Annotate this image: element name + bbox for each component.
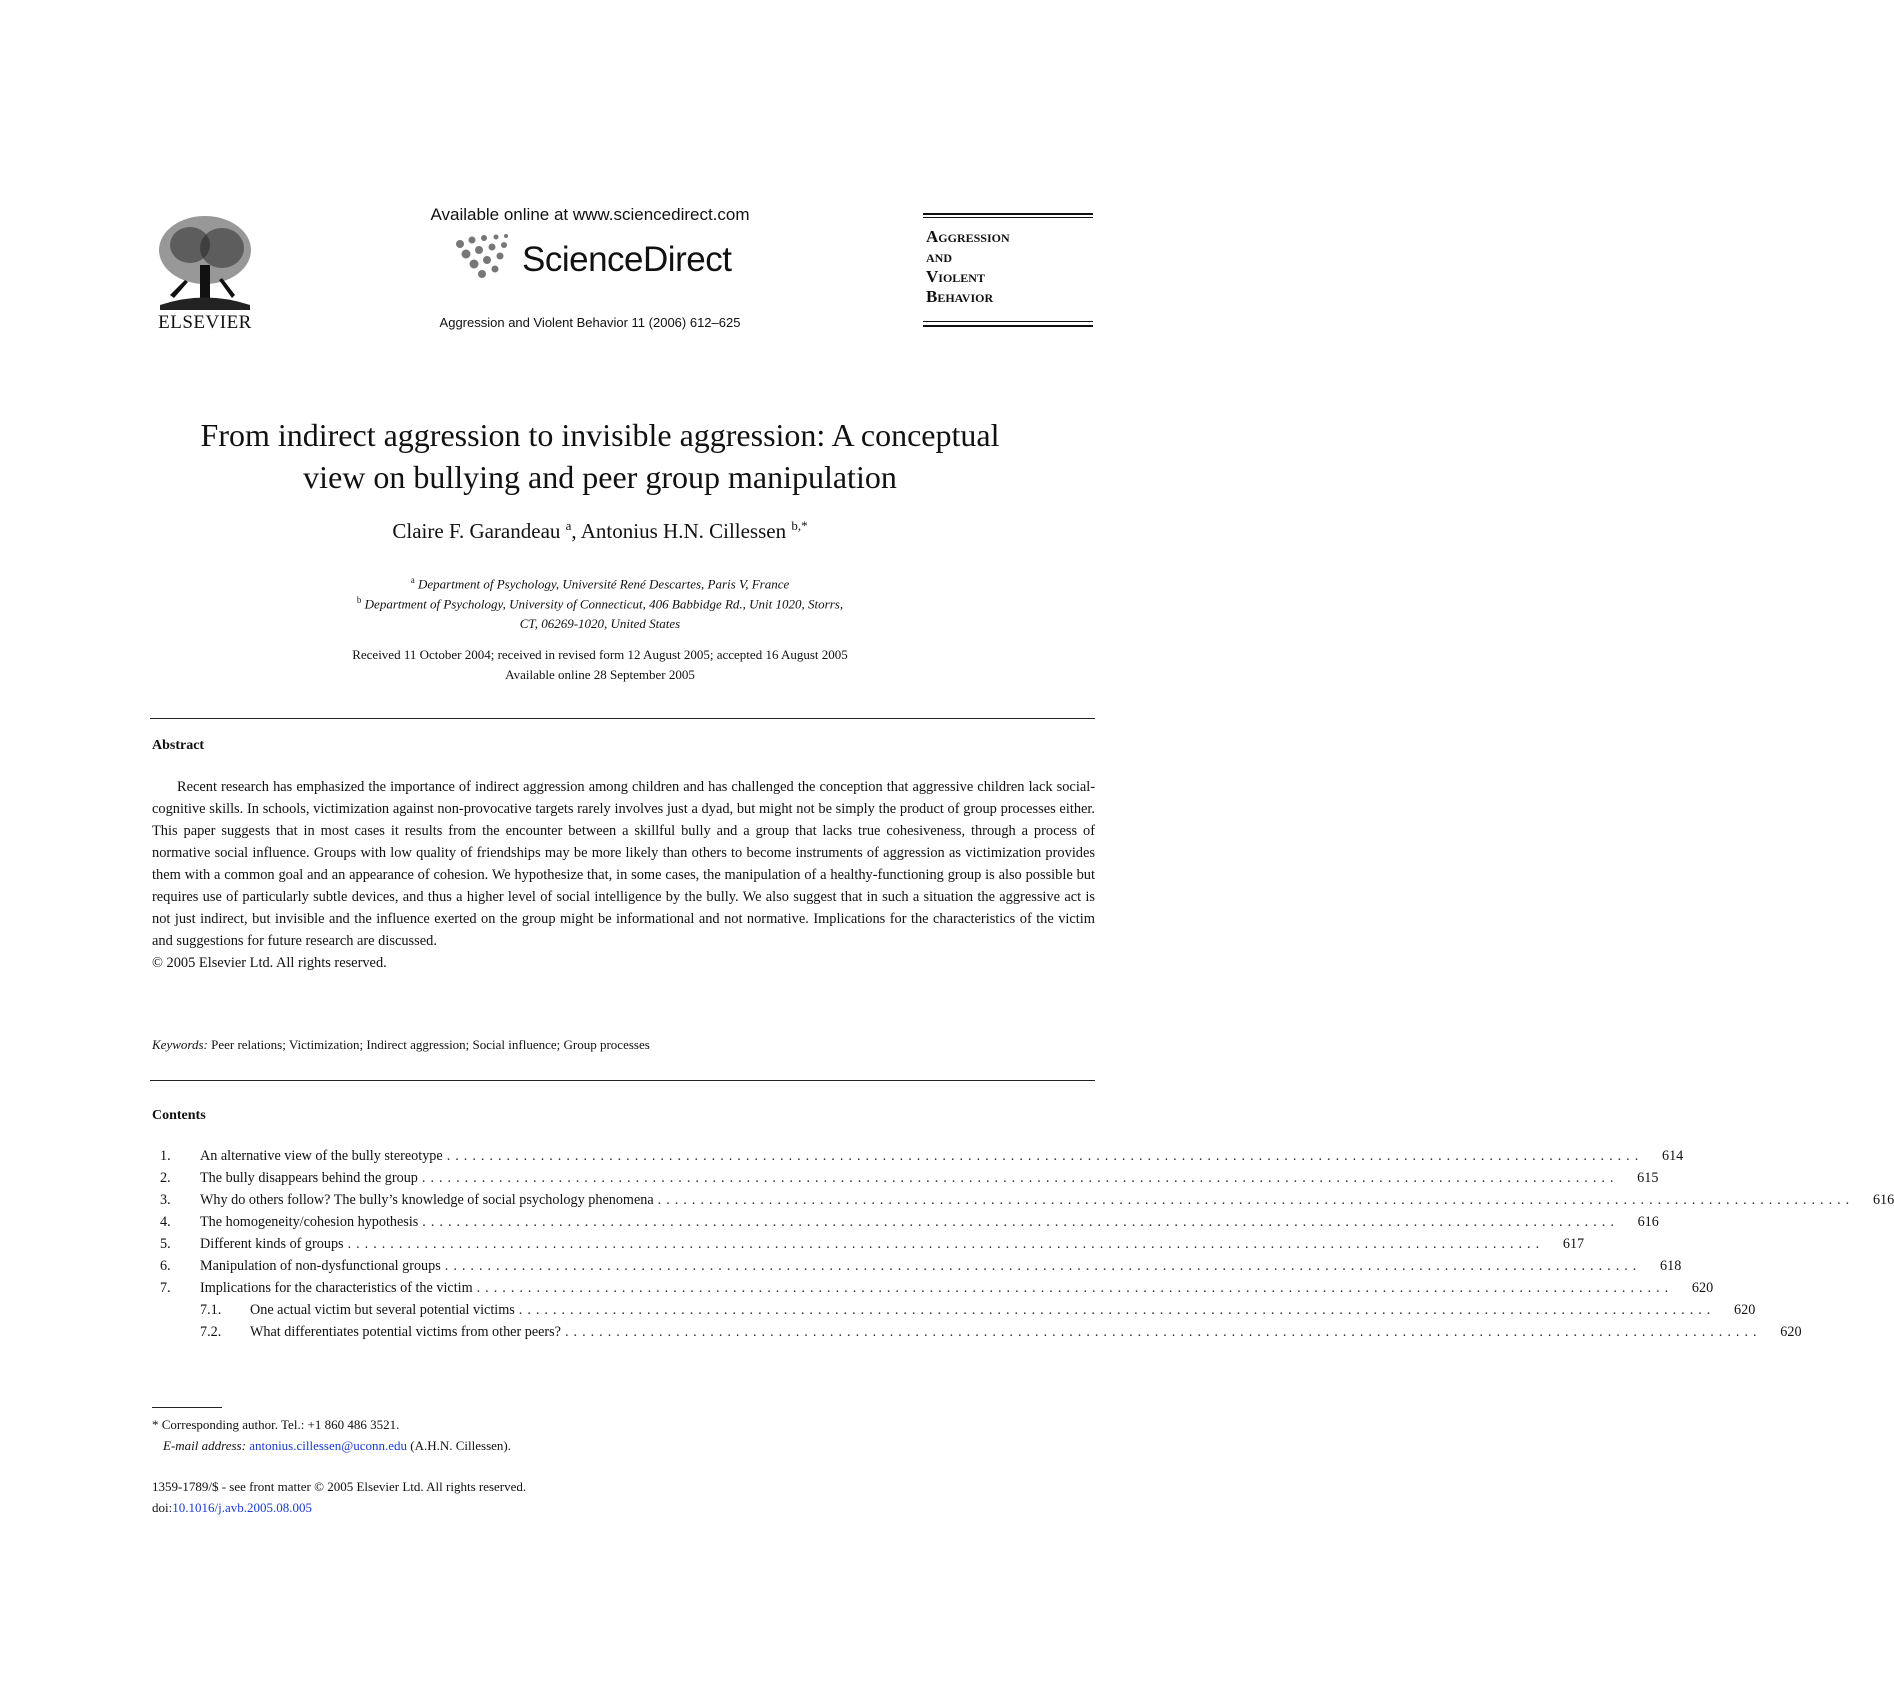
toc-entry[interactable] <box>160 1148 1684 1170</box>
toc-title: The homogeneity/cohesion hypothesis <box>200 1214 419 1230</box>
toc-title: An alternative view of the bully stereotype <box>200 1148 443 1164</box>
toc-leader: ............................................................................................................................................ <box>422 1214 1619 1230</box>
footnote-rule <box>152 1407 222 1408</box>
sciencedirect-wordmark: ScienceDirect <box>522 240 732 279</box>
contents-heading: Contents <box>152 1108 206 1123</box>
abstract-body <box>152 776 1095 974</box>
journal-logo-text <box>926 227 1010 307</box>
doi-link[interactable]: 10.1016/j.avb.2005.08.005 <box>172 1500 312 1515</box>
toc-title: Different kinds of groups <box>200 1236 344 1252</box>
toc-entry[interactable] <box>160 1280 1714 1302</box>
journal-logo-bottom-rule-thin <box>923 321 1093 322</box>
article-title <box>100 414 1100 498</box>
toc-number: 7.1. <box>200 1302 222 1318</box>
toc-entry[interactable] <box>160 1236 1585 1258</box>
affiliation-marker[interactable]: a <box>565 518 572 533</box>
toc-leader: ............................................................................................................................................ <box>444 1258 1642 1274</box>
toc-page: 620 <box>1734 1302 1756 1318</box>
footnote <box>152 1414 1052 1456</box>
toc-subentry[interactable] <box>160 1302 1756 1324</box>
toc-leader: ............................................................................................................................................ <box>446 1148 1644 1164</box>
journal-logo-line: and <box>926 247 952 266</box>
journal-logo-top-rule-thin <box>923 217 1093 218</box>
toc-title: What differentiates potential victims from other peers? <box>250 1324 561 1340</box>
doi-prefix: doi: <box>152 1500 173 1515</box>
affiliation-text: Department of Psychology, Université René Descartes, Paris V, France <box>417 576 790 592</box>
affiliation-text: CT, 06269-1020, United States <box>519 616 681 632</box>
toc-title: One actual victim but several potential victims <box>250 1302 515 1318</box>
toc-leader: ............................................................................................................................................ <box>564 1324 1762 1340</box>
keywords-list: Peer relations; Victimization; Indirect aggression; Social influence; Group processes <box>211 1037 650 1052</box>
journal-logo-line: Violent <box>926 267 985 286</box>
keywords-label: Keywords: <box>152 1037 208 1052</box>
affiliation-marker[interactable]: b,* <box>791 518 808 533</box>
toc-number: 3. <box>160 1192 171 1208</box>
toc-page: 617 <box>1562 1236 1585 1252</box>
toc-title: Implications for the characteristics of the victim <box>200 1280 473 1296</box>
email-link[interactable]: antonius.cillessen@uconn.edu <box>249 1438 408 1453</box>
toc-entry[interactable] <box>160 1170 1659 1192</box>
toc-page: 618 <box>1660 1258 1682 1274</box>
affiliation-b <box>100 590 1100 634</box>
journal-logo-top-rule <box>923 213 1093 215</box>
affiliation-label: a <box>410 575 415 585</box>
toc-entry[interactable] <box>160 1214 1659 1236</box>
author-list <box>100 518 1100 544</box>
journal-logo <box>923 213 1093 327</box>
author-separator: , <box>571 519 581 543</box>
toc-number: 1. <box>160 1148 171 1164</box>
toc-entry[interactable] <box>160 1258 1682 1280</box>
toc-number: 7. <box>160 1280 171 1296</box>
received-dates: Received 11 October 2004; received in revised form 12 August 2005; accepted 16 August 2005 <box>352 647 848 662</box>
journal-logo-line: Aggression <box>926 227 1010 246</box>
toc-number: 2. <box>160 1170 171 1186</box>
toc-leader: ............................................................................................................................................ <box>421 1170 1619 1186</box>
divider <box>150 1080 1095 1081</box>
online-date: Available online 28 September 2005 <box>505 667 695 682</box>
title-line: From indirect aggression to invisible aggression: A conceptual <box>200 417 1000 453</box>
available-online-line[interactable]: Available online at www.sciencedirect.com <box>430 205 750 224</box>
keywords <box>152 1037 1095 1053</box>
toc-number: 7.2. <box>200 1324 222 1340</box>
publisher-name: ELSEVIER <box>158 312 252 333</box>
toc-number: 4. <box>160 1214 171 1230</box>
journal-logo-bottom-rule <box>923 325 1093 327</box>
toc-page: 620 <box>1780 1324 1802 1340</box>
toc-title: The bully disappears behind the group <box>200 1170 418 1186</box>
publication-info <box>152 1476 1052 1518</box>
corresponding-author: * Corresponding author. Tel.: +1 860 486 3521. <box>152 1417 400 1432</box>
toc-leader: ............................................................................................................................................ <box>476 1280 1674 1296</box>
affiliation-label: b <box>356 595 362 605</box>
toc-page: 616 <box>1872 1192 1894 1208</box>
toc-page: 616 <box>1637 1214 1659 1230</box>
toc-page: 620 <box>1691 1280 1714 1296</box>
toc-title: Why do others follow? The bully’s knowledge of social psychology phenomena <box>200 1192 654 1208</box>
toc-leader: ............................................................................................................................................ <box>518 1302 1716 1318</box>
abstract-text: Recent research has emphasized the importance of indirect aggression among children and has challenged the conception that aggressive children lack social-cognitive skills. In schools, victimization against non-provocative targets rarely involves just a dyad, but might not be simply the product of group processes either. This paper suggests that in most cases it results from the encounter between a skillful bully and a group that lacks true cohesiveness, through a process of normative social influence. Groups with low quality of friendships may be more likely than others to become instruments of aggression as victimization provides them with a common goal and an appearance of cohesion. We hypothesize that, in some cases, the manipulation of a healthy-functioning group is also possible but requires use of particularly subtle devices, and thus a higher level of social intelligence by the bully. We also suggest that in such a situation the aggressive act is not just indirect, but invisible and the influence exerted on the group might be informational and not normative. Implications for the characteristics of the victim and suggestions for future research are discussed. <box>152 779 1095 949</box>
abstract-heading: Abstract <box>152 738 205 753</box>
toc-number: 5. <box>160 1236 171 1252</box>
journal-citation: Aggression and Violent Behavior 11 (2006) 612–625 <box>439 315 741 330</box>
table-of-contents <box>160 1148 1894 1346</box>
author-name: Antonius H.N. Cillessen <box>580 519 787 543</box>
toc-leader: ............................................................................................................................................ <box>657 1192 1855 1208</box>
affiliation-text: Department of Psychology, University of Connecticut, 406 Babbidge Rd., Unit 1020, Storrs, <box>364 596 844 612</box>
toc-page: 615 <box>1637 1170 1659 1186</box>
journal-logo-line: Behavior <box>926 287 994 306</box>
toc-subentry[interactable] <box>160 1324 1802 1346</box>
email-label: E-mail address: <box>163 1438 246 1453</box>
email-owner: (A.H.N. Cillessen). <box>410 1438 512 1453</box>
toc-page: 614 <box>1661 1148 1684 1164</box>
toc-leader: ............................................................................................................................................ <box>347 1236 1545 1252</box>
article-history <box>100 645 1100 685</box>
title-line: view on bullying and peer group manipulation <box>303 459 897 495</box>
sciencedirect-dots-icon <box>452 232 512 282</box>
copyright-line: © 2005 Elsevier Ltd. All rights reserved. <box>152 955 387 971</box>
issn-line: 1359-1789/$ - see front matter © 2005 Elsevier Ltd. All rights reserved. <box>152 1479 527 1494</box>
toc-entry[interactable] <box>160 1192 1894 1214</box>
toc-number: 6. <box>160 1258 171 1274</box>
divider <box>150 718 1095 719</box>
author-name: Claire F. Garandeau <box>392 519 561 543</box>
toc-title: Manipulation of non-dysfunctional groups <box>200 1258 441 1274</box>
